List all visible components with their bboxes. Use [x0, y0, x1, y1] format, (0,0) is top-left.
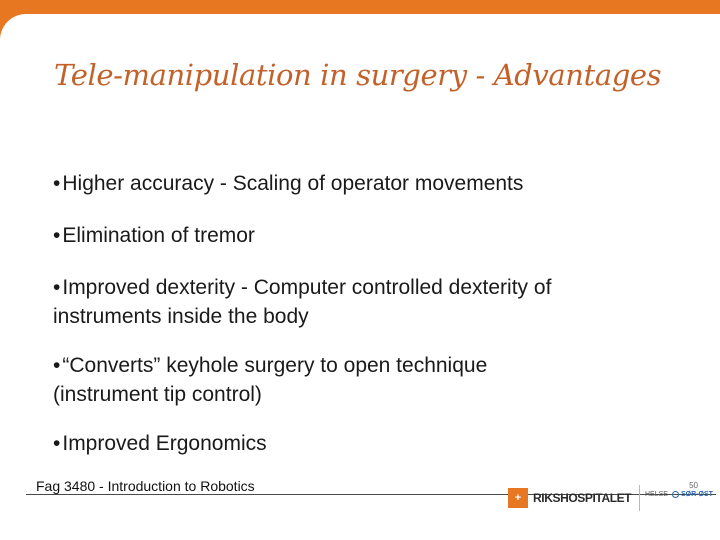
slide-title: Tele-manipulation in surgery - Advantages — [54, 58, 662, 92]
helse-sor-ost-logo — [645, 491, 713, 498]
bullet-text: Higher accuracy - Scaling of operator movements — [62, 172, 524, 195]
helse-ring-icon — [672, 491, 679, 498]
helse-wordmark: HELSE — [645, 491, 668, 498]
helse-region-wordmark: SØR-ØST — [680, 491, 713, 498]
bullet-text: “Converts” keyhole surgery to open technique — [62, 354, 488, 377]
rikshospitalet-logo — [508, 487, 631, 509]
bullet-item — [53, 351, 693, 409]
bullet-text-continued: instruments inside the body — [53, 305, 309, 328]
rikshospitalet-badge-icon: + — [508, 488, 528, 508]
bullet-marker: • — [53, 172, 61, 195]
bullet-marker: • — [53, 432, 61, 455]
slide — [0, 14, 720, 540]
bullet-text: Elimination of tremor — [62, 224, 255, 247]
bullet-marker: • — [53, 224, 61, 247]
rikshospitalet-wordmark: RIKSHOSPITALET — [533, 491, 632, 505]
logo-divider — [639, 485, 640, 511]
footer-course: Fag 3480 - Introduction to Robotics — [36, 478, 255, 494]
bullet-item — [53, 273, 693, 331]
bullet-marker: • — [53, 354, 61, 377]
page-number: 50 — [689, 481, 698, 490]
bullet-text: Improved dexterity - Computer controlled dexterity of — [62, 276, 552, 299]
bullet-text: Improved Ergonomics — [62, 432, 267, 455]
bullet-item — [53, 221, 693, 250]
bullet-item — [53, 429, 693, 458]
bullet-text-continued: (instrument tip control) — [53, 383, 262, 406]
bullet-item — [53, 169, 693, 198]
bullet-marker: • — [53, 276, 61, 299]
